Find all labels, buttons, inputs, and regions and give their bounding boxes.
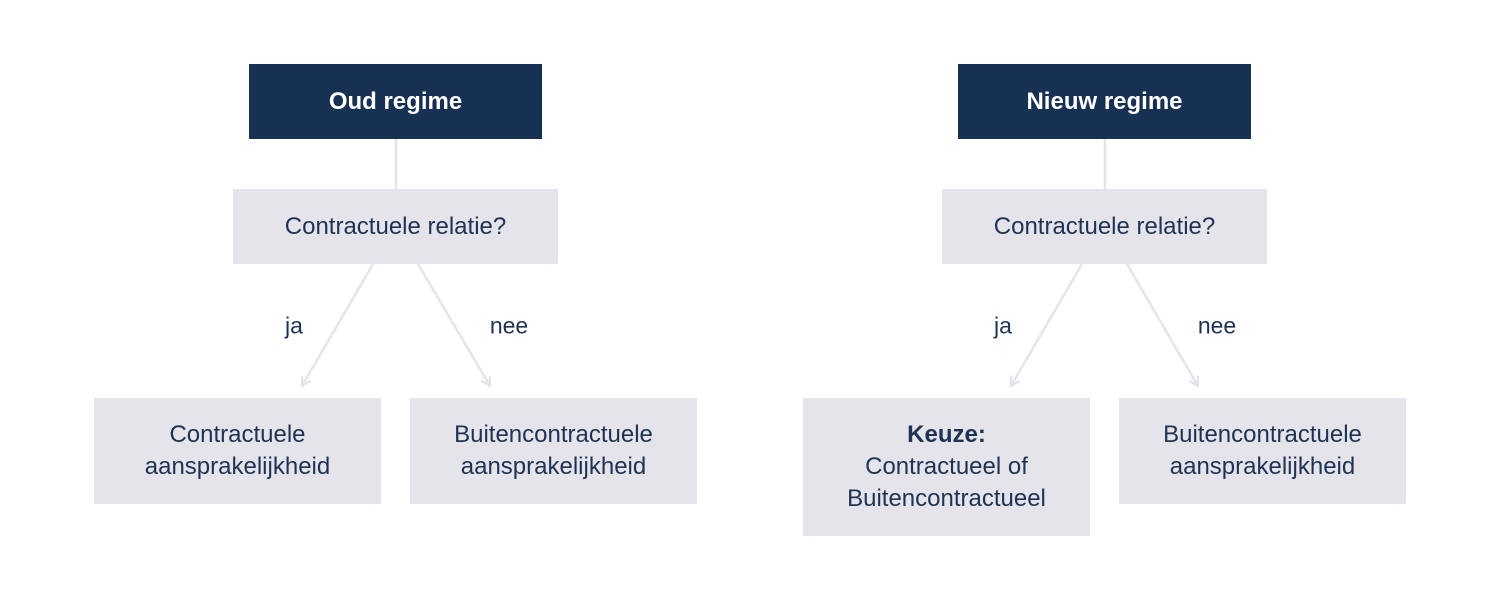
left-regime-title: Oud regime	[328, 87, 463, 115]
right-question-box	[942, 189, 1267, 264]
right-no-result-box	[1119, 398, 1406, 504]
left-yes-result-line-1: Contractuele	[169, 421, 306, 448]
left-no-result-box	[410, 398, 697, 504]
right-yes-result-box	[803, 398, 1090, 536]
left-no-label: nee	[489, 312, 529, 339]
right-yes-result-line-2: Buitencontractueel	[847, 485, 1046, 512]
left-yes-arrow	[302, 264, 373, 386]
left-regime-header	[249, 64, 542, 139]
right-yes-result-line-1: Contractueel of	[865, 453, 1028, 480]
left-yes-label: ja	[285, 312, 303, 339]
right-yes-result-title: Keuze:	[907, 421, 986, 448]
right-yes-arrow	[1011, 264, 1082, 386]
left-yes-result-line-2: aansprakelijkheid	[144, 453, 331, 480]
left-no-arrow	[418, 264, 490, 386]
left-no-result-line-2: aansprakelijkheid	[460, 453, 647, 480]
left-question-text: Contractuele relatie?	[284, 212, 507, 240]
left-no-result-line-1: Buitencontractuele	[454, 421, 653, 448]
right-no-result-line-1: Buitencontractuele	[1163, 421, 1362, 448]
right-no-label: nee	[1197, 312, 1237, 339]
left-yes-result-box	[94, 398, 381, 504]
right-regime-header	[958, 64, 1251, 139]
right-no-arrow	[1127, 264, 1198, 386]
right-yes-label: ja	[994, 312, 1012, 339]
left-question-box	[233, 189, 558, 264]
right-question-text: Contractuele relatie?	[993, 212, 1216, 240]
right-no-result-line-2: aansprakelijkheid	[1169, 453, 1356, 480]
right-regime-title: Nieuw regime	[1026, 87, 1183, 115]
